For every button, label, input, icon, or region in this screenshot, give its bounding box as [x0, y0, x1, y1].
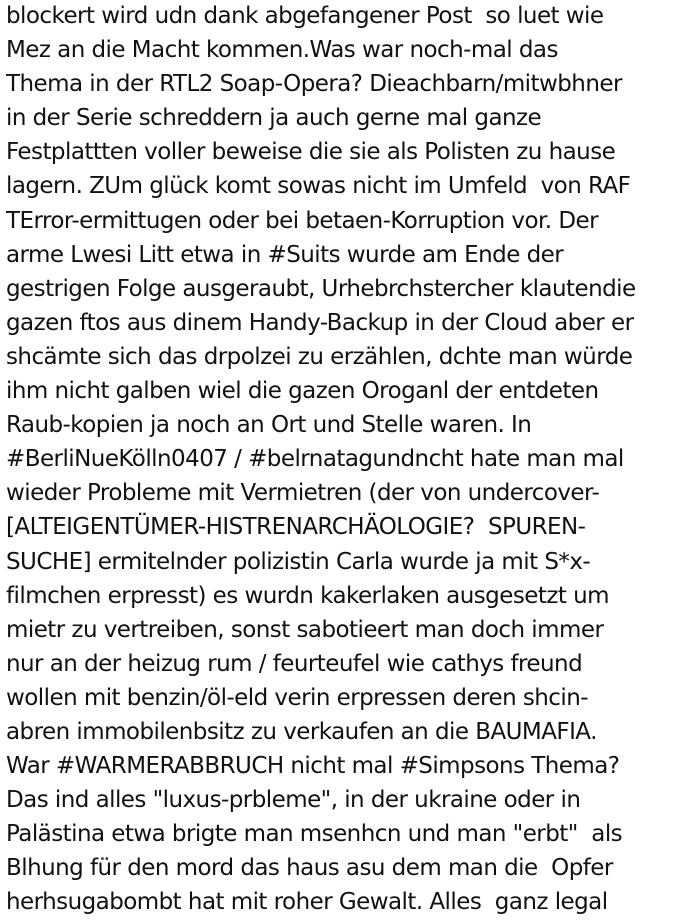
text-line: wollen mit benzin/öl-eld verin erpressen deren shcin- — [6, 684, 589, 711]
text-line: [ALTEIGENTÜMER-HISTRENARCHÄOLOGIE? SPUREN- — [6, 514, 586, 541]
text-line: filmchen erpresst) es wurdn kakerlaken ausgesetzt um — [6, 582, 609, 609]
text-line: shcämte sich das drpolzei zu erzählen, dchte man würde — [6, 343, 633, 370]
text-line: ihm nicht galben wiel die gazen Oroganl der entdeten — [6, 378, 599, 405]
text-line: nur an der heizug rum / feurteufel wie cathys freund — [6, 650, 583, 677]
text-line: War #WARMERABBRUCH nicht mal #Simpsons Thema? — [6, 753, 620, 780]
text-line: Das ind alles "luxus-prbleme", in der ukraine oder in — [6, 787, 581, 814]
text-line: arme Lwesi Litt etwa in #Suits wurde am Ende der — [6, 241, 564, 268]
text-line: SUCHE] ermitelnder polizistin Carla wurde ja mit S*x- — [6, 548, 591, 575]
text-line: abren immobilenbsitz zu verkaufen an die BAUMAFIA. — [6, 718, 597, 745]
body-text — [6, 0, 636, 920]
text-line: Palästina etwa brigte man msenhcn und man "erbt" als — [6, 821, 623, 848]
text-line: gazen ftos aus dinem Handy-Backup in der Cloud aber er — [6, 309, 634, 336]
text-line: Festplattten voller beweise die sie als Polisten zu hause — [6, 139, 616, 166]
text-line: blockert wird udn dank abgefangener Post so luet wie — [6, 3, 604, 29]
text-line: gestrigen Folge ausgeraubt, Urhebrchstercher klautendie — [6, 275, 636, 302]
text-line: #BerliNueKölln0407 / #belrnatagundncht hate man mal — [6, 446, 624, 473]
text-line: lagern. ZUm glück komt sowas nicht im Umfeld von RAF — [6, 173, 631, 200]
text-line: mietr zu vertreiben, sonst sabotieert man doch immer — [6, 616, 604, 643]
text-line: Blhung für den mord das haus asu dem man die Opfer — [6, 855, 613, 882]
text-line: herhsugabombt hat mit roher Gewalt. Alles ganz legal — [6, 889, 608, 916]
text-line: TError-ermittugen oder bei betaen-Korruption vor. Der — [6, 207, 598, 234]
text-line: in der Serie schreddern ja auch gerne mal ganze — [6, 105, 542, 132]
text-line: wieder Probleme mit Vermietren (der von undercover- — [6, 480, 600, 507]
text-line: Thema in der RTL2 Soap-Opera? Dieachbarn/mitwbhner — [6, 71, 622, 98]
text-line: Raub-kopien ja noch an Ort und Stelle waren. In — [6, 412, 532, 439]
text-line: Mez an die Macht kommen.Was war noch-mal das — [6, 37, 558, 64]
